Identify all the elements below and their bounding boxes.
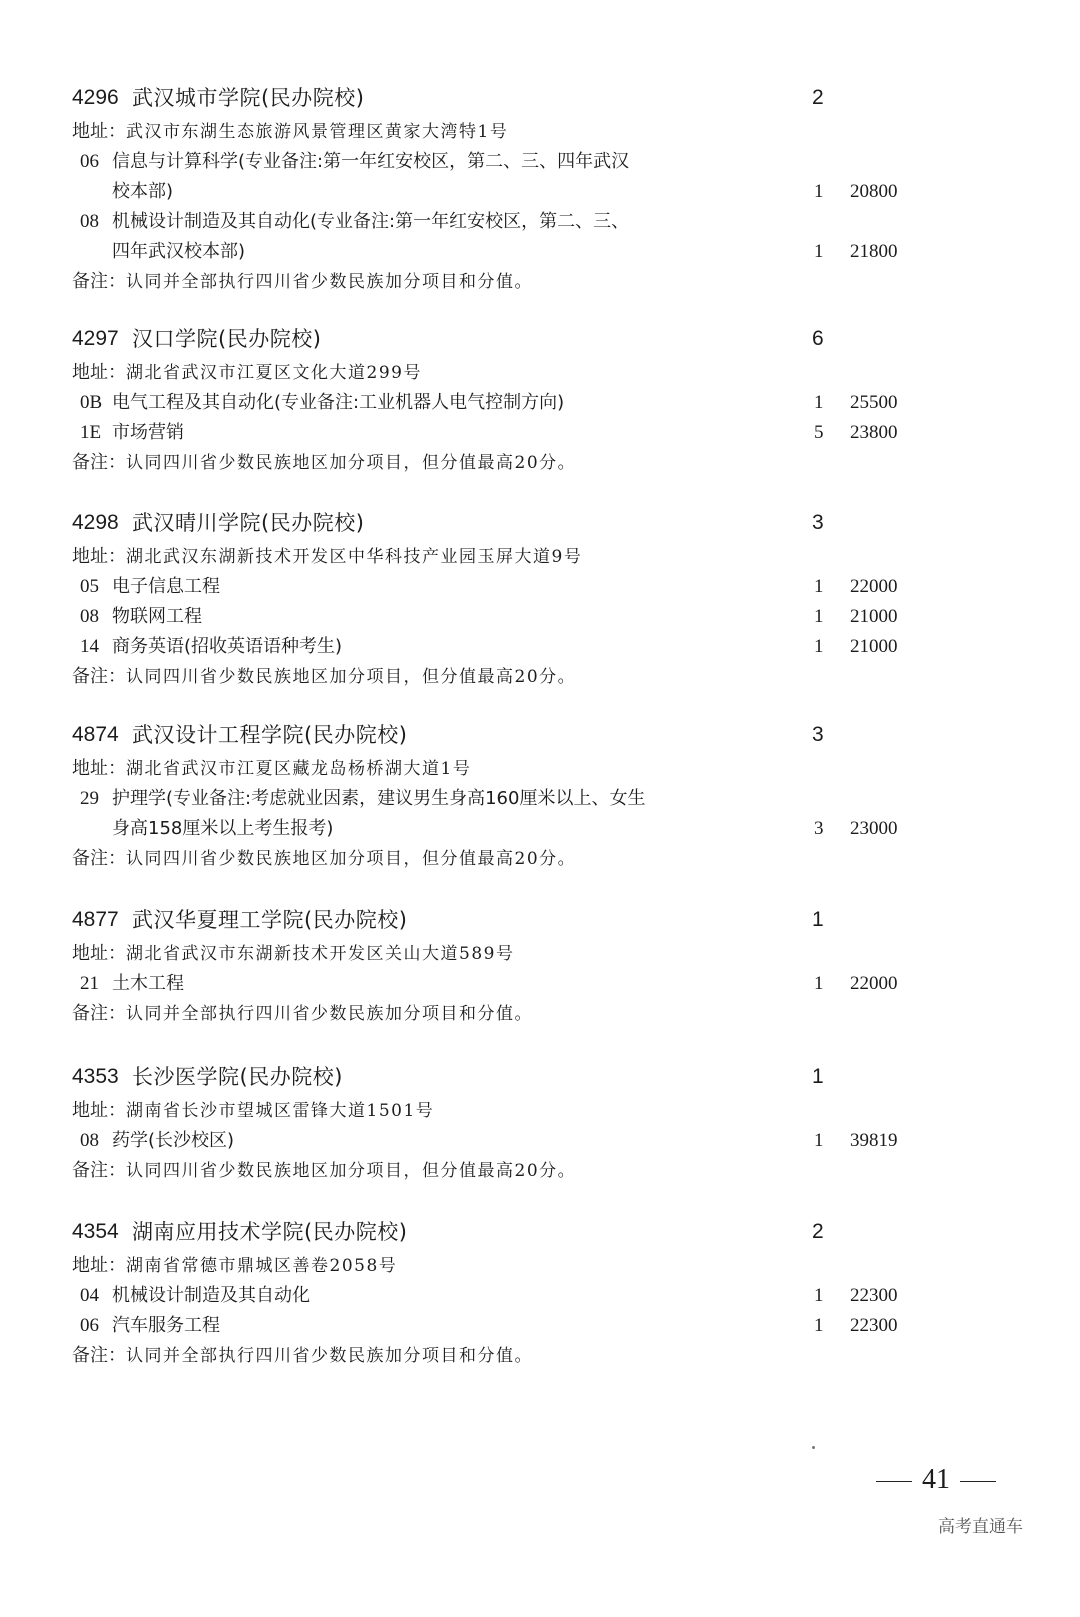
scan-speck [812,1446,815,1449]
school-header [72,1061,972,1097]
major-code: 29 [80,788,99,809]
major-tuition: 20800 [850,181,898,202]
major-row-cont [72,238,972,268]
school-entry-4874 [72,719,972,875]
address-text: 湖南省常德市鼎城区善卷2058号 [126,1256,398,1276]
school-entry-4354 [72,1216,972,1372]
school-quota: 6 [812,327,824,350]
major-plan-count: 1 [814,973,824,994]
note-row [72,663,972,693]
school-quota: 2 [812,1220,824,1243]
major-tuition: 22000 [850,973,898,994]
note-label: 备注： [72,452,126,473]
major-row [72,603,972,633]
page-number: 41 [922,1464,950,1495]
major-row-cont [72,815,972,845]
major-code: 08 [80,1130,99,1151]
address-text: 湖北省武汉市江夏区文化大道299号 [126,363,422,383]
school-header [72,1216,972,1252]
major-row [72,389,972,419]
major-tuition: 22300 [850,1315,898,1336]
school-entry-4297 [72,323,972,479]
major-name: 信息与计算科学(专业备注:第一年红安校区，第二、三、四年武汉 [112,151,630,172]
note-row [72,268,972,298]
major-tuition: 39819 [850,1130,898,1151]
major-name: 机械设计制造及其自动化(专业备注:第一年红安校区，第二、三、 [112,211,630,232]
address-text: 武汉市东湖生态旅游风景管理区黄家大湾特1号 [126,122,509,142]
note-text: 认同四川省少数民族地区加分项目，但分值最高20分。 [126,453,577,473]
major-name: 物联网工程 [112,606,202,627]
major-plan-count: 1 [814,392,824,413]
major-plan-count: 3 [814,818,824,839]
major-code: 21 [80,973,99,994]
note-text: 认同四川省少数民族地区加分项目，但分值最高20分。 [126,1161,577,1181]
major-tuition: 21000 [850,606,898,627]
school-quota: 1 [812,1065,824,1088]
major-plan-count: 1 [814,636,824,657]
address-text: 湖北武汉东湖新技术开发区中华科技产业园玉屏大道9号 [126,547,583,567]
major-code: 05 [80,576,99,597]
address-text: 湖北省武汉市东湖新技术开发区关山大道589号 [126,944,515,964]
major-row [72,148,972,178]
major-row [72,419,972,449]
major-code: 08 [80,606,99,627]
school-header [72,719,972,755]
school-name: 湖南应用技术学院(民办院校) [132,1220,408,1244]
school-header [72,904,972,940]
note-text: 认同并全部执行四川省少数民族加分项目和分值。 [126,272,533,292]
note-label: 备注： [72,1345,126,1366]
school-code: 4877 [72,908,119,931]
major-plan-count: 1 [814,606,824,627]
major-name-cont: 身高158厘米以上考生报考) [112,818,334,839]
note-text: 认同并全部执行四川省少数民族加分项目和分值。 [126,1004,533,1024]
school-header [72,323,972,359]
major-row [72,1312,972,1342]
address-label: 地址： [72,546,126,567]
note-label: 备注： [72,271,126,292]
school-quota: 3 [812,723,824,746]
school-code: 4353 [72,1065,119,1088]
major-row [72,633,972,663]
major-tuition: 23000 [850,818,898,839]
address-label: 地址： [72,1255,126,1276]
address-row [72,1252,972,1282]
major-code: 08 [80,211,99,232]
major-tuition: 21800 [850,241,898,262]
address-text: 湖南省长沙市望城区雷锋大道1501号 [126,1101,435,1121]
school-header [72,507,972,543]
major-name: 电子信息工程 [112,576,220,597]
note-row [72,449,972,479]
major-name: 土木工程 [112,973,184,994]
address-row [72,1097,972,1127]
school-entry-4877 [72,904,972,1030]
watermark: 高考直通车 [938,1517,1023,1537]
school-header [72,82,972,118]
major-row [72,573,972,603]
address-label: 地址： [72,943,126,964]
major-plan-count: 5 [814,422,824,443]
address-row [72,118,972,148]
school-quota: 3 [812,511,824,534]
note-row [72,1000,972,1030]
school-entry-4296 [72,82,972,298]
address-text: 湖北省武汉市江夏区藏龙岛杨桥湖大道1号 [126,759,472,779]
school-code: 4298 [72,511,119,534]
school-quota: 2 [812,86,824,109]
major-name-cont: 校本部) [112,181,174,202]
school-entry-4298 [72,507,972,693]
major-code: 06 [80,1315,99,1336]
major-tuition: 21000 [850,636,898,657]
major-name-cont: 四年武汉校本部) [112,241,246,262]
school-name: 武汉晴川学院(民办院校) [132,511,365,535]
major-plan-count: 1 [814,576,824,597]
school-name: 汉口学院(民办院校) [132,327,322,351]
address-row [72,755,972,785]
major-tuition: 25500 [850,392,898,413]
major-row [72,1127,972,1157]
school-name: 长沙医学院(民办院校) [132,1065,343,1089]
address-label: 地址： [72,758,126,779]
note-row [72,1342,972,1372]
major-name: 药学(长沙校区) [112,1130,235,1151]
note-row [72,1157,972,1187]
major-code: 0B [80,392,103,413]
dash-left [876,1481,912,1483]
address-label: 地址： [72,1100,126,1121]
major-plan-count: 1 [814,1315,824,1336]
page-number-footer [866,1460,1006,1500]
school-code: 4296 [72,86,119,109]
address-label: 地址： [72,362,126,383]
major-code: 04 [80,1285,99,1306]
school-entry-4353 [72,1061,972,1187]
major-row [72,785,972,815]
major-plan-count: 1 [814,241,824,262]
major-code: 1E [80,422,102,443]
school-code: 4354 [72,1220,119,1243]
note-text: 认同四川省少数民族地区加分项目，但分值最高20分。 [126,667,577,687]
major-code: 14 [80,636,99,657]
school-code: 4874 [72,723,119,746]
major-name: 电气工程及其自动化(专业备注:工业机器人电气控制方向) [112,392,565,413]
major-plan-count: 1 [814,1130,824,1151]
major-code: 06 [80,151,99,172]
school-name: 武汉华夏理工学院(民办院校) [132,908,408,932]
school-code: 4297 [72,327,119,350]
address-row [72,940,972,970]
major-name: 汽车服务工程 [112,1315,220,1336]
major-tuition: 23800 [850,422,898,443]
major-name: 护理学(专业备注:考虑就业因素，建议男生身高160厘米以上、女生 [112,788,646,809]
note-label: 备注： [72,1160,126,1181]
major-plan-count: 1 [814,181,824,202]
note-label: 备注： [72,666,126,687]
major-row [72,208,972,238]
school-name: 武汉城市学院(民办院校) [132,86,365,110]
note-text: 认同并全部执行四川省少数民族加分项目和分值。 [126,1346,533,1366]
major-plan-count: 1 [814,1285,824,1306]
major-row [72,970,972,1000]
address-label: 地址： [72,121,126,142]
major-tuition: 22300 [850,1285,898,1306]
note-row [72,845,972,875]
major-row [72,1282,972,1312]
major-row-cont [72,178,972,208]
address-row [72,359,972,389]
major-name: 商务英语(招收英语语种考生) [112,636,343,657]
note-text: 认同四川省少数民族地区加分项目，但分值最高20分。 [126,849,577,869]
major-name: 市场营销 [112,422,184,443]
major-name: 机械设计制造及其自动化 [112,1285,310,1306]
school-name: 武汉设计工程学院(民办院校) [132,723,408,747]
school-quota: 1 [812,908,824,931]
major-tuition: 22000 [850,576,898,597]
note-label: 备注： [72,1003,126,1024]
address-row [72,543,972,573]
note-label: 备注： [72,848,126,869]
dash-right [960,1481,996,1483]
